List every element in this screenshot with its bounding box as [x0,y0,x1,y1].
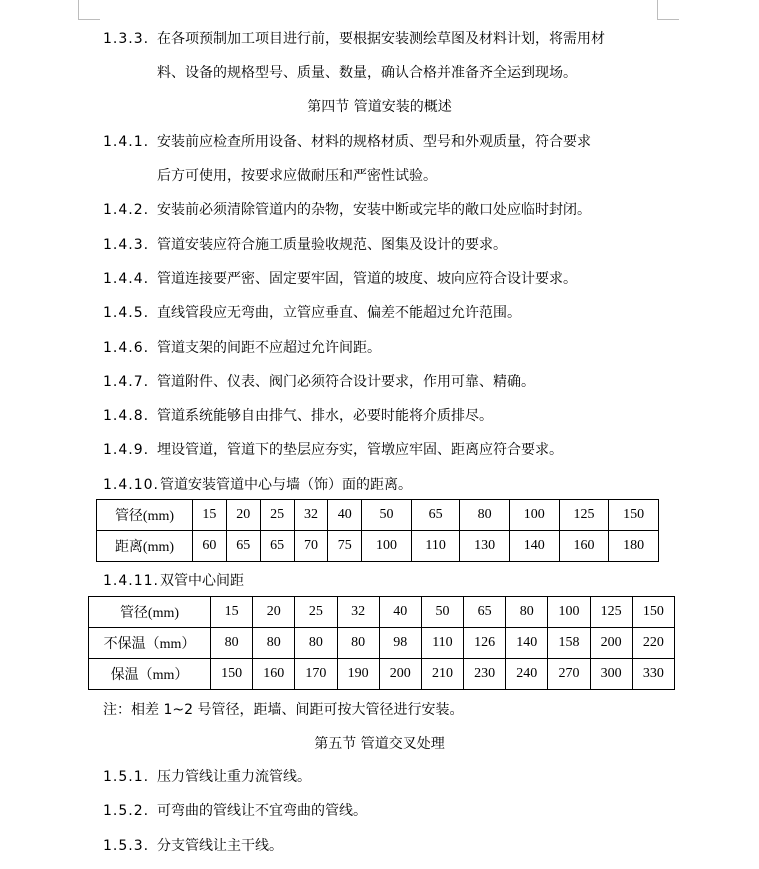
table-cell: 80 [337,628,379,659]
clause-text: 管道连接要严密、固定要牢固，管道的坡度、坡向应符合设计要求。 [157,271,577,287]
table-cell: 20 [253,597,295,628]
table-cell: 110 [411,531,459,562]
table-cell: 160 [253,659,295,690]
table-row [97,500,659,531]
double-pipe-spacing-table [88,596,675,690]
table-cell: 220 [632,628,674,659]
clause-text: 压力管线让重力流管线。 [157,769,311,785]
clause-text: 分支管线让主干线。 [157,838,283,854]
clause-number: 1.4.7. [103,374,150,390]
clause-text: 管道附件、仪表、阀门必须符合设计要求，作用可靠、精确。 [157,374,535,390]
table-cell: 40 [328,500,362,531]
clause-text: 埋设管道，管道下的垫层应夯实，管墩应牢固、距离应符合要求。 [157,442,563,458]
table-cell: 150 [211,659,253,690]
section-heading-5: 第五节 管道交叉处理 [314,736,445,752]
clause-number: 1.4.2. [103,202,150,218]
table-cell: 270 [548,659,590,690]
table-cell: 150 [609,500,659,531]
table-cell: 200 [379,659,421,690]
table-cell: 50 [421,597,463,628]
table-cell: 330 [632,659,674,690]
page-corner-mark-left-h [78,19,100,20]
table-cell: 125 [590,597,632,628]
row-header-cell: 距离(mm) [97,531,193,562]
table-cell: 140 [506,628,548,659]
row-header-cell: 保温（mm） [89,659,211,690]
clause-text: 管道系统能够自由排气、排水，必要时能将介质排尽。 [157,408,493,424]
section-heading-4: 第四节 管道安装的概述 [307,99,452,115]
table-cell: 80 [253,628,295,659]
clause-text: 在各项预制加工项目进行前，要根据安装测绘草图及材料计划，将需用材 [157,31,605,47]
table-cell: 130 [460,531,510,562]
table-cell: 240 [506,659,548,690]
table-cell: 125 [559,500,609,531]
clause-number: 1.4.6. [103,340,150,356]
clause-number: 1.5.1. [103,769,150,785]
table-cell: 98 [379,628,421,659]
table-cell: 65 [226,531,260,562]
table-cell: 80 [295,628,337,659]
clause-text: 直线管段应无弯曲，立管应垂直、偏差不能超过允许范围。 [157,305,521,321]
table-cell: 200 [590,628,632,659]
table-cell: 80 [460,500,510,531]
table-cell: 110 [421,628,463,659]
table-cell: 65 [464,597,506,628]
table-cell: 160 [559,531,609,562]
clause-text: 安装前应检查所用设备、材料的规格材质、型号和外观质量，符合要求 [157,134,591,150]
row-header-cell: 管径(mm) [97,500,193,531]
table-cell: 65 [260,531,294,562]
page-corner-mark-left [78,0,79,20]
clause-text-cont: 后方可使用，按要求应做耐压和严密性试验。 [157,168,437,184]
table-cell: 150 [632,597,674,628]
clause-text: 管道安装应符合施工质量验收规范、图集及设计的要求。 [157,237,507,253]
table-cell: 65 [411,500,459,531]
table-cell: 140 [509,531,559,562]
table-cell: 230 [464,659,506,690]
table-cell: 40 [379,597,421,628]
table-cell: 80 [506,597,548,628]
clause-text: 可弯曲的管线让不宜弯曲的管线。 [157,803,367,819]
clause-number: 1.4.9. [103,442,150,458]
row-header-cell: 不保温（mm） [89,628,211,659]
clause-number: 1.5.2. [103,803,150,819]
table-cell: 190 [337,659,379,690]
clause-number: 1.4.3. [103,237,150,253]
clause-text: 双管中心间距 [160,573,244,589]
clause-number: 1.4.11. [103,573,159,589]
table-cell: 25 [260,500,294,531]
clause-text-cont: 料、设备的规格型号、质量、数量，确认合格并准备齐全运到现场。 [157,65,577,81]
table-cell: 25 [295,597,337,628]
row-header-cell: 管径(mm) [89,597,211,628]
table-cell: 170 [295,659,337,690]
clause-text: 管道安装管道中心与墙（饰）面的距离。 [160,477,412,493]
clause-number: 1.4.5. [103,305,150,321]
table-cell: 100 [362,531,412,562]
table-cell: 60 [193,531,227,562]
table-cell: 15 [211,597,253,628]
table-cell: 210 [421,659,463,690]
clause-number: 1.3.3. [103,31,150,47]
table-cell: 20 [226,500,260,531]
table-cell: 50 [362,500,412,531]
clause-number: 1.4.10. [103,477,159,493]
page-corner-mark-right-h [657,19,679,20]
table-cell: 100 [548,597,590,628]
table-cell: 32 [294,500,328,531]
table-cell: 158 [548,628,590,659]
table-cell: 300 [590,659,632,690]
table-cell: 100 [509,500,559,531]
clause-text: 安装前必须清除管道内的杂物，安装中断或完毕的敞口处应临时封闭。 [157,202,591,218]
table-cell: 80 [211,628,253,659]
clause-text: 管道支架的间距不应超过允许间距。 [157,340,381,356]
table-note: 注：相差 1~2 号管径，距墙、间距可按大管径进行安装。 [103,702,464,718]
clause-number: 1.4.8. [103,408,150,424]
clause-number: 1.4.1. [103,134,150,150]
page-corner-mark-right [657,0,658,20]
wall-distance-table [96,499,659,562]
table-cell: 75 [328,531,362,562]
table-cell: 126 [464,628,506,659]
table-cell: 15 [193,500,227,531]
table-cell: 180 [609,531,659,562]
table-row [89,628,675,659]
table-cell: 32 [337,597,379,628]
table-cell: 70 [294,531,328,562]
table-row [89,597,675,628]
table-row [97,531,659,562]
table-row [89,659,675,690]
clause-number: 1.4.4. [103,271,150,287]
clause-number: 1.5.3. [103,838,150,854]
